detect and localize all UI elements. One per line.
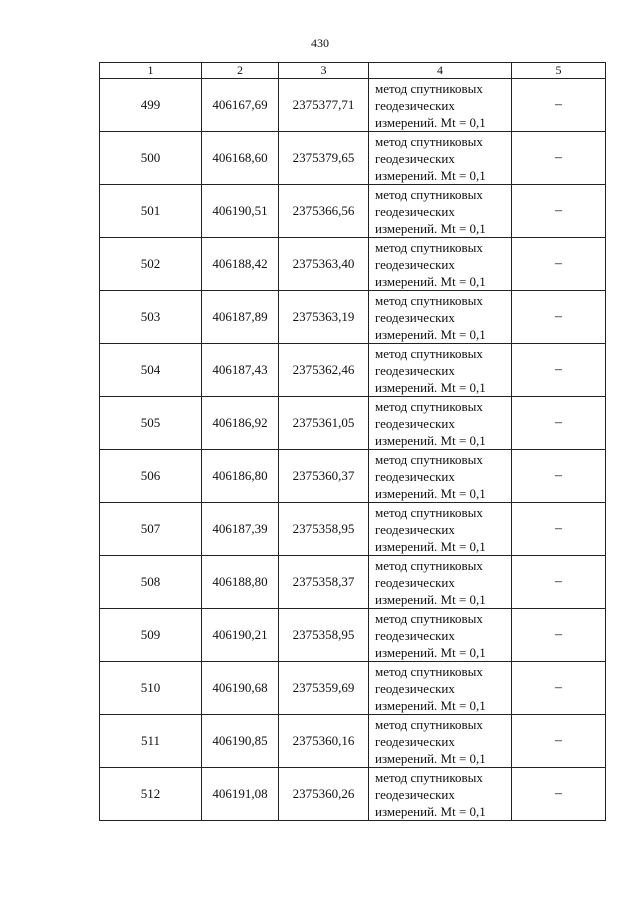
table-row	[100, 768, 606, 821]
method-line: измерений. Mt = 0,1	[375, 538, 486, 554]
method-cell	[369, 768, 512, 821]
method-line: геодезических	[375, 574, 455, 590]
method-line: измерений. Mt = 0,1	[375, 697, 486, 713]
x-coordinate-cell: 406186,80	[202, 450, 279, 503]
x-coordinate-cell: 406167,69	[202, 79, 279, 132]
table-row	[100, 715, 606, 768]
table-row	[100, 132, 606, 185]
method-cell	[369, 132, 512, 185]
method-line: метод спутниковых	[375, 239, 483, 255]
method-line: геодезических	[375, 521, 455, 537]
method-cell	[369, 79, 512, 132]
x-coordinate-cell: 406190,21	[202, 609, 279, 662]
y-coordinate-cell: 2375361,05	[279, 397, 369, 450]
y-coordinate-cell: 2375360,16	[279, 715, 369, 768]
table-row	[100, 291, 606, 344]
note-cell: –	[512, 238, 606, 291]
method-line: геодезических	[375, 97, 455, 113]
method-line: метод спутниковых	[375, 504, 483, 520]
method-line: метод спутниковых	[375, 345, 483, 361]
point-number-cell: 500	[100, 132, 202, 185]
page-number: 430	[311, 36, 329, 50]
method-line: метод спутниковых	[375, 451, 483, 467]
method-cell	[369, 715, 512, 768]
table-row	[100, 185, 606, 238]
method-cell	[369, 397, 512, 450]
note-cell: –	[512, 185, 606, 238]
table-row	[100, 662, 606, 715]
table-header	[100, 63, 606, 79]
method-line: метод спутниковых	[375, 292, 483, 308]
y-coordinate-cell: 2375358,37	[279, 556, 369, 609]
point-number-cell: 504	[100, 344, 202, 397]
x-coordinate-cell: 406190,68	[202, 662, 279, 715]
point-number-cell: 503	[100, 291, 202, 344]
x-coordinate-cell: 406187,89	[202, 291, 279, 344]
method-line: геодезических	[375, 309, 455, 325]
table-body	[100, 79, 606, 821]
point-number-cell: 507	[100, 503, 202, 556]
table-row	[100, 397, 606, 450]
header-col-1: 1	[100, 63, 202, 79]
method-cell	[369, 662, 512, 715]
method-line: измерений. Mt = 0,1	[375, 114, 486, 130]
x-coordinate-cell: 406190,85	[202, 715, 279, 768]
header-col-4: 4	[369, 63, 512, 79]
y-coordinate-cell: 2375363,40	[279, 238, 369, 291]
method-cell	[369, 556, 512, 609]
note-cell: –	[512, 132, 606, 185]
note-cell: –	[512, 662, 606, 715]
method-cell	[369, 503, 512, 556]
table-row	[100, 450, 606, 503]
method-line: метод спутниковых	[375, 80, 483, 96]
note-cell: –	[512, 609, 606, 662]
method-line: метод спутниковых	[375, 716, 483, 732]
y-coordinate-cell: 2375360,37	[279, 450, 369, 503]
method-line: геодезических	[375, 150, 455, 166]
y-coordinate-cell: 2375358,95	[279, 503, 369, 556]
method-cell	[369, 344, 512, 397]
note-cell: –	[512, 715, 606, 768]
y-coordinate-cell: 2375360,26	[279, 768, 369, 821]
method-line: измерений. Mt = 0,1	[375, 379, 486, 395]
x-coordinate-cell: 406188,42	[202, 238, 279, 291]
point-number-cell: 511	[100, 715, 202, 768]
point-number-cell: 506	[100, 450, 202, 503]
method-line: метод спутниковых	[375, 133, 483, 149]
x-coordinate-cell: 406191,08	[202, 768, 279, 821]
note-cell: –	[512, 450, 606, 503]
note-cell: –	[512, 291, 606, 344]
table-row	[100, 503, 606, 556]
method-cell	[369, 291, 512, 344]
point-number-cell: 499	[100, 79, 202, 132]
method-cell	[369, 238, 512, 291]
method-line: геодезических	[375, 627, 455, 643]
header-col-5: 5	[512, 63, 606, 79]
method-line: геодезических	[375, 468, 455, 484]
x-coordinate-cell: 406186,92	[202, 397, 279, 450]
x-coordinate-cell: 406187,43	[202, 344, 279, 397]
y-coordinate-cell: 2375366,56	[279, 185, 369, 238]
method-line: измерений. Mt = 0,1	[375, 167, 486, 183]
point-number-cell: 505	[100, 397, 202, 450]
y-coordinate-cell: 2375359,69	[279, 662, 369, 715]
method-line: метод спутниковых	[375, 186, 483, 202]
header-col-3: 3	[279, 63, 369, 79]
table-row	[100, 79, 606, 132]
method-line: метод спутниковых	[375, 769, 483, 785]
table-row	[100, 556, 606, 609]
note-cell: –	[512, 397, 606, 450]
y-coordinate-cell: 2375377,71	[279, 79, 369, 132]
method-line: измерений. Mt = 0,1	[375, 750, 486, 766]
method-line: измерений. Mt = 0,1	[375, 220, 486, 236]
x-coordinate-cell: 406187,39	[202, 503, 279, 556]
method-line: измерений. Mt = 0,1	[375, 591, 486, 607]
method-line: метод спутниковых	[375, 398, 483, 414]
y-coordinate-cell: 2375379,65	[279, 132, 369, 185]
note-cell: –	[512, 79, 606, 132]
y-coordinate-cell: 2375363,19	[279, 291, 369, 344]
method-line: метод спутниковых	[375, 663, 483, 679]
method-line: измерений. Mt = 0,1	[375, 432, 486, 448]
method-line: метод спутниковых	[375, 557, 483, 573]
method-cell	[369, 185, 512, 238]
method-line: геодезических	[375, 415, 455, 431]
header-row	[100, 63, 606, 79]
method-line: геодезических	[375, 362, 455, 378]
coordinates-table	[99, 62, 606, 821]
note-cell: –	[512, 344, 606, 397]
method-cell	[369, 609, 512, 662]
point-number-cell: 509	[100, 609, 202, 662]
note-cell: –	[512, 768, 606, 821]
method-line: измерений. Mt = 0,1	[375, 326, 486, 342]
x-coordinate-cell: 406168,60	[202, 132, 279, 185]
method-cell	[369, 450, 512, 503]
table-row	[100, 344, 606, 397]
method-line: метод спутниковых	[375, 610, 483, 626]
y-coordinate-cell: 2375358,95	[279, 609, 369, 662]
point-number-cell: 510	[100, 662, 202, 715]
method-line: геодезических	[375, 256, 455, 272]
method-line: измерений. Mt = 0,1	[375, 273, 486, 289]
method-line: геодезических	[375, 680, 455, 696]
note-cell: –	[512, 503, 606, 556]
table-row	[100, 609, 606, 662]
table-row	[100, 238, 606, 291]
method-line: измерений. Mt = 0,1	[375, 644, 486, 660]
y-coordinate-cell: 2375362,46	[279, 344, 369, 397]
method-line: геодезических	[375, 203, 455, 219]
point-number-cell: 512	[100, 768, 202, 821]
method-line: измерений. Mt = 0,1	[375, 803, 486, 819]
header-col-2: 2	[202, 63, 279, 79]
method-line: геодезических	[375, 733, 455, 749]
point-number-cell: 508	[100, 556, 202, 609]
x-coordinate-cell: 406188,80	[202, 556, 279, 609]
method-line: геодезических	[375, 786, 455, 802]
point-number-cell: 501	[100, 185, 202, 238]
x-coordinate-cell: 406190,51	[202, 185, 279, 238]
note-cell: –	[512, 556, 606, 609]
method-line: измерений. Mt = 0,1	[375, 485, 486, 501]
point-number-cell: 502	[100, 238, 202, 291]
